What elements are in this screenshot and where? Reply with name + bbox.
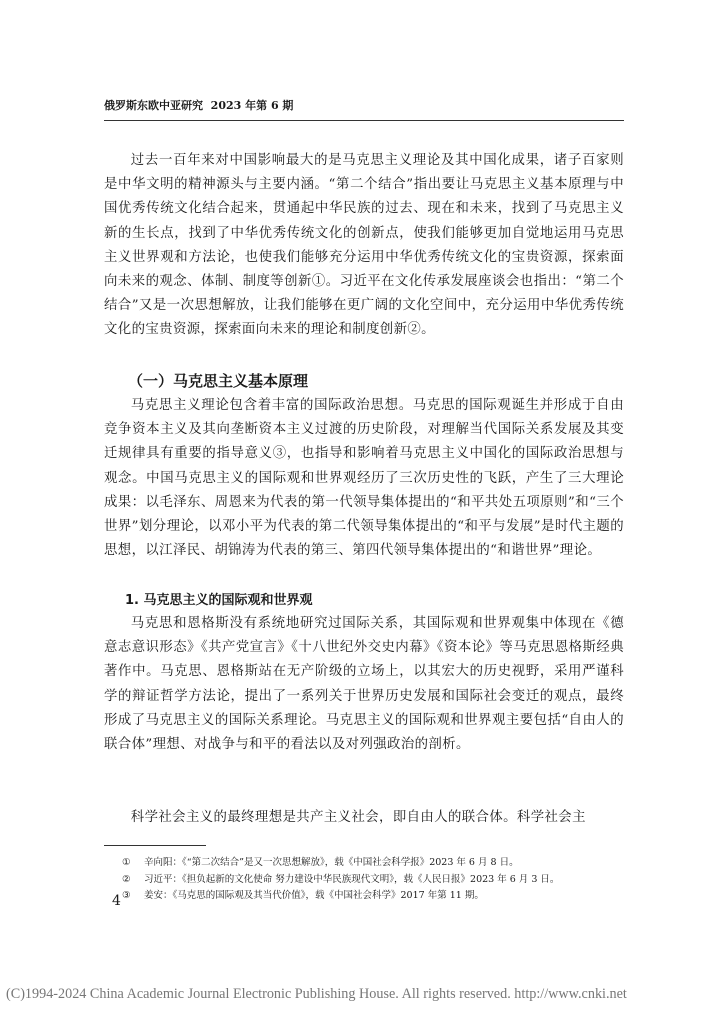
footnote-text: 习近平：《担负起新的文化使命 努力建设中华民族现代文明》，载《人民日报》2023 年 6 月 3 日。 (144, 873, 560, 885)
footnote-number: ③ (122, 890, 131, 901)
issue-label: 2023 年第 6 期 (210, 99, 294, 112)
subsection-title: 1. 马克思主义的国际观和世界观 (125, 593, 313, 608)
footnote-rule (104, 845, 206, 846)
footnote-item (122, 888, 622, 905)
footnote-text: 姜安：《马克思的国际观及其当代价值》，载《中国社会科学》2017 年第 11 期。 (144, 890, 484, 901)
paragraph-3: 马克思和恩格斯没有系统地研究过国际关系，其国际观和世界观集中体现在《德意志意识形态》《共产党宣言》《十八世纪外交史内幕》《资本论》等马克思恩格斯经典著作中。马克思、恩格斯站在无产阶级的立场上，以其宏大的历史视野，采用严谨科学的辩证哲学方法论，提出了一系列关于世界历史发展和国际社会变迁的观点，最终形成了马克思主义的国际关系理论。马克思主义的国际观和世界观主要包括“自由人的联合体”理想、对战争与和平的看法以及对列强政治的剖析。 (104, 616, 624, 753)
journal-name: 俄罗斯东欧中亚研究 (104, 99, 203, 112)
section-title: （一）马克思主义基本原理 (128, 372, 309, 390)
footnotes (122, 855, 622, 905)
footnote-text: 辛向阳：《“第二次结合”是又一次思想解放》，载《中国社会科学报》2023 年 6 月 8 日。 (144, 857, 519, 868)
header-rule (104, 120, 624, 121)
paragraph-4: 科学社会主义的最终理想是共产主义社会，即自由人的联合体。科学社会主 (130, 810, 586, 825)
paragraph-1: 过去一百年来对中国影响最大的是马克思主义理论及其中国化成果，诸子百家则是中华文明的精神源头与主要内涵。“第二个结合”指出要让马克思主义基本原理与中国优秀传统文化结合起来，贯通起中华民族的过去、现在和未来，找到了马克思主义新的生长点，找到了中华优秀传统文化的创新点，使我们能够更加自觉地运用马克思主义世界观和方法论，也使我们能够充分运用中华优秀传统文化的宝贵资源，探索面向未来的观念、体制、制度等创新①。习近平在文化传承发展座谈会也指出：“第二个结合”又是一次思想解放，让我们能够在更广阔的文化空间中，充分运用中华优秀传统文化的宝贵资源，探索面向未来的理论和制度创新②。 (104, 153, 624, 338)
footnote-number: ① (122, 857, 131, 868)
page-number: 4 (112, 893, 121, 909)
running-header (104, 97, 624, 113)
footnote-number: ② (122, 873, 131, 885)
footnote-item (122, 855, 622, 872)
copyright-notice: (C)1994-2024 China Academic Journal Electronic Publishing House. All rights reserved. http://www.cnki.net (6, 986, 627, 1002)
footnote-item (122, 872, 622, 889)
paragraph-2: 马克思主义理论包含着丰富的国际政治思想。马克思的国际观诞生并形成于自由竞争资本主义及其向垄断资本主义过渡的历史阶段，对理解当代国际关系发展及其变迁规律具有重要的指导意义③，也指导和影响着马克思主义中国化的国际政治思想与观念。中国马克思主义的国际观和世界观经历了三次历史性的飞跃，产生了三大理论成果：以毛泽东、周恩来为代表的第一代领导集体提出的“和平共处五项原则”和“三个世界”划分理论，以邓小平为代表的第二代领导集体提出的“和平与发展”是时代主题的思想，以江泽民、胡锦涛为代表的第三、第四代领导集体提出的“和谐世界”理论。 (104, 398, 624, 559)
